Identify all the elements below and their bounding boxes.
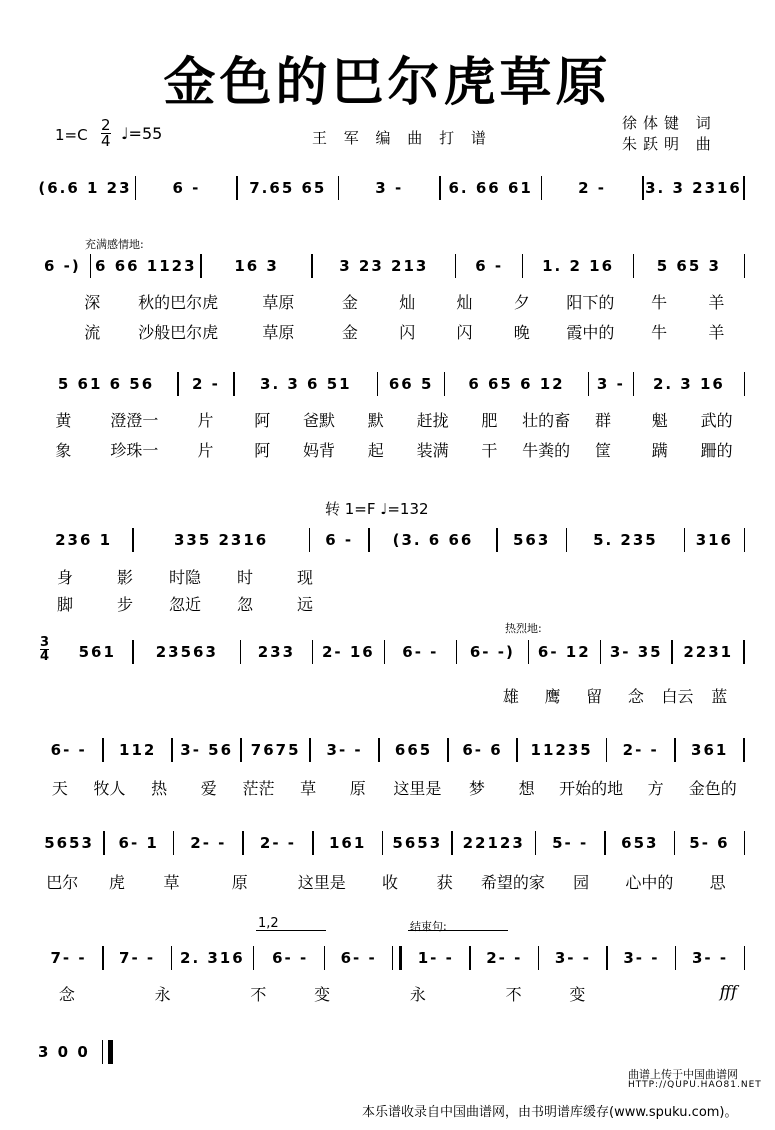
measure: 3- - [326,741,363,759]
arranger-credit: 王 军 编 曲 打 谱 [312,129,492,147]
measure: 5653 [44,834,94,852]
staff-system-1 [35,170,745,206]
lyric-line-4: 象 珍珠一 片 阿 妈背 起 装满 干 牛粪的 筐 蹒 跚的 [55,441,733,460]
measure: 3- - [691,949,729,967]
measure: 2- - [486,949,523,967]
measure: 6 - [475,257,504,275]
lyric-line-2: 流 沙般巴尔虎 草原 金 闪 闪 晚 霞中的 牛 羊 [84,323,725,342]
measure: 6 -) [43,257,81,275]
time-signature: 3 4 [40,635,50,664]
measure: 3. 3 6 51 [260,375,352,393]
measure: 2. 3 16 [652,375,725,393]
lyricist-credit: 徐体键 词 [622,114,717,132]
lyric-line-10: 念 永 不 变 永 不 变 fff [58,982,737,1004]
measure: 6 66 1123 [95,257,197,275]
song-title: 金色的巴尔虎草原 [163,52,612,113]
measure: 6- 1 [118,834,159,852]
measure: 361 [691,741,729,759]
measure: 5653 [392,834,443,852]
measure: 6 - [172,179,201,197]
measure: 6- 6 [462,741,503,759]
measure: 3- 35 [609,643,663,661]
measure: 7- - [50,949,87,967]
volta-label: 1,2 [258,916,279,931]
lyric-line-7: 雄 鹰 留 念 白云 蓝 [502,687,728,706]
measure: 335 2316 [173,531,269,549]
staff-system-2 [35,248,745,284]
measure: 6- - [50,741,87,759]
measure: 5- 6 [689,834,730,852]
measure: 653 [621,834,659,852]
measure: 3 - [596,375,625,393]
measure: 3 - [375,179,404,197]
staff-system-4 [35,522,745,558]
measure: 1. 2 16 [542,257,615,275]
measure: 3. 3 2316 [645,179,742,197]
staff-system-3 [35,366,745,402]
tempo-mark: ♩=55 [121,124,163,143]
staff-system-7 [35,825,745,861]
ending-label: 结束句: [410,920,447,933]
measure: 2 - [578,179,607,197]
measure: 6 65 6 12 [468,375,565,393]
lyric-line-1: 深 秋的巴尔虎 草原 金 灿 灿 夕 阳下的 牛 羊 [84,293,725,312]
measure: 6 - [325,531,354,549]
measure: (3. 6 66 [392,531,474,549]
measure: 1- - [417,949,454,967]
measure: 6. 66 61 [448,179,533,197]
measure: 6- - [340,949,377,967]
lyric-line-6: 脚 步 忽近 忽 远 [56,595,313,614]
measure: 2- - [259,834,297,852]
measure: 7675 [250,741,301,759]
measure: 5 61 6 56 [57,375,155,393]
upload-url: HTTP://QUPU.HAO81.NET [628,1080,762,1090]
measure: 2- - [190,834,227,852]
measure: (6.6 1 23 [38,179,132,197]
measure: 3 0 0 [38,1043,90,1061]
lyric-line-3: 黄 澄澄一 片 阿 爸默 默 赶拢 肥 壮的畜 群 魁 武的 [55,411,733,430]
measure: 5 65 3 [656,257,721,275]
key-change-mark: 转 1=F ♩=132 [325,500,429,518]
lyric-line-5: 身 影 时隐 时 现 [56,568,313,587]
measure: 11235 [530,741,593,759]
upload-note: 曲谱上传于中国曲谱网 [628,1068,738,1081]
source-note: 本乐谱收录自中国曲谱网，由书明谱库缓存(www.spuku.com)。 [362,1105,738,1120]
measure: 2231 [683,643,734,661]
staff-system-6 [35,732,745,768]
lyric-line-8: 天 牧人 热 爱 茫茫 草 原 这里是 梦 想 开始的地 方 金色的 [51,779,737,798]
measure: 6- - [272,949,309,967]
measure: 112 [119,741,157,759]
measure: 3- 56 [180,741,234,759]
measure: 7.65 65 [249,179,327,197]
measure: 236 1 [55,531,113,549]
measure: 2 - [191,375,220,393]
measure: 161 [328,834,367,852]
measure: 6- -) [469,643,515,661]
measure: 563 [512,531,551,549]
measure: 2- - [622,741,659,759]
measure: 5- - [552,834,589,852]
measure: 6- 12 [537,643,591,661]
measure: 3 23 213 [339,257,429,275]
staff-system-5 [62,634,745,670]
measure: 66 5 [388,375,434,393]
time-signature: 2 4 [101,116,111,150]
composer-credit: 朱跃明 曲 [622,135,717,153]
staff-system-9 [38,1040,113,1064]
measure: 3- - [554,949,591,967]
measure: 7- - [119,949,156,967]
measure: 561 [78,643,116,661]
expression-mark: 充满感情地: [85,238,144,251]
measure: 16 3 [234,257,279,275]
measure: 665 [394,741,433,759]
measure: 2- 16 [321,643,375,661]
measure: 6- - [402,643,439,661]
measure: 233 [257,643,296,661]
key-signature: 1=C [55,126,88,144]
measure: 23563 [155,643,218,661]
measure: 22123 [462,834,525,852]
measure: 5. 235 [593,531,658,549]
measure: 3- - [623,949,660,967]
staff-system-8 [35,940,745,976]
measure: 316 [695,531,733,549]
measure: 2. 316 [180,949,245,967]
expression-mark: 热烈地: [505,622,542,635]
lyric-line-9: 巴尔 虎 草 原 这里是 收 获 希望的家 园 心中的 思 [46,873,726,892]
